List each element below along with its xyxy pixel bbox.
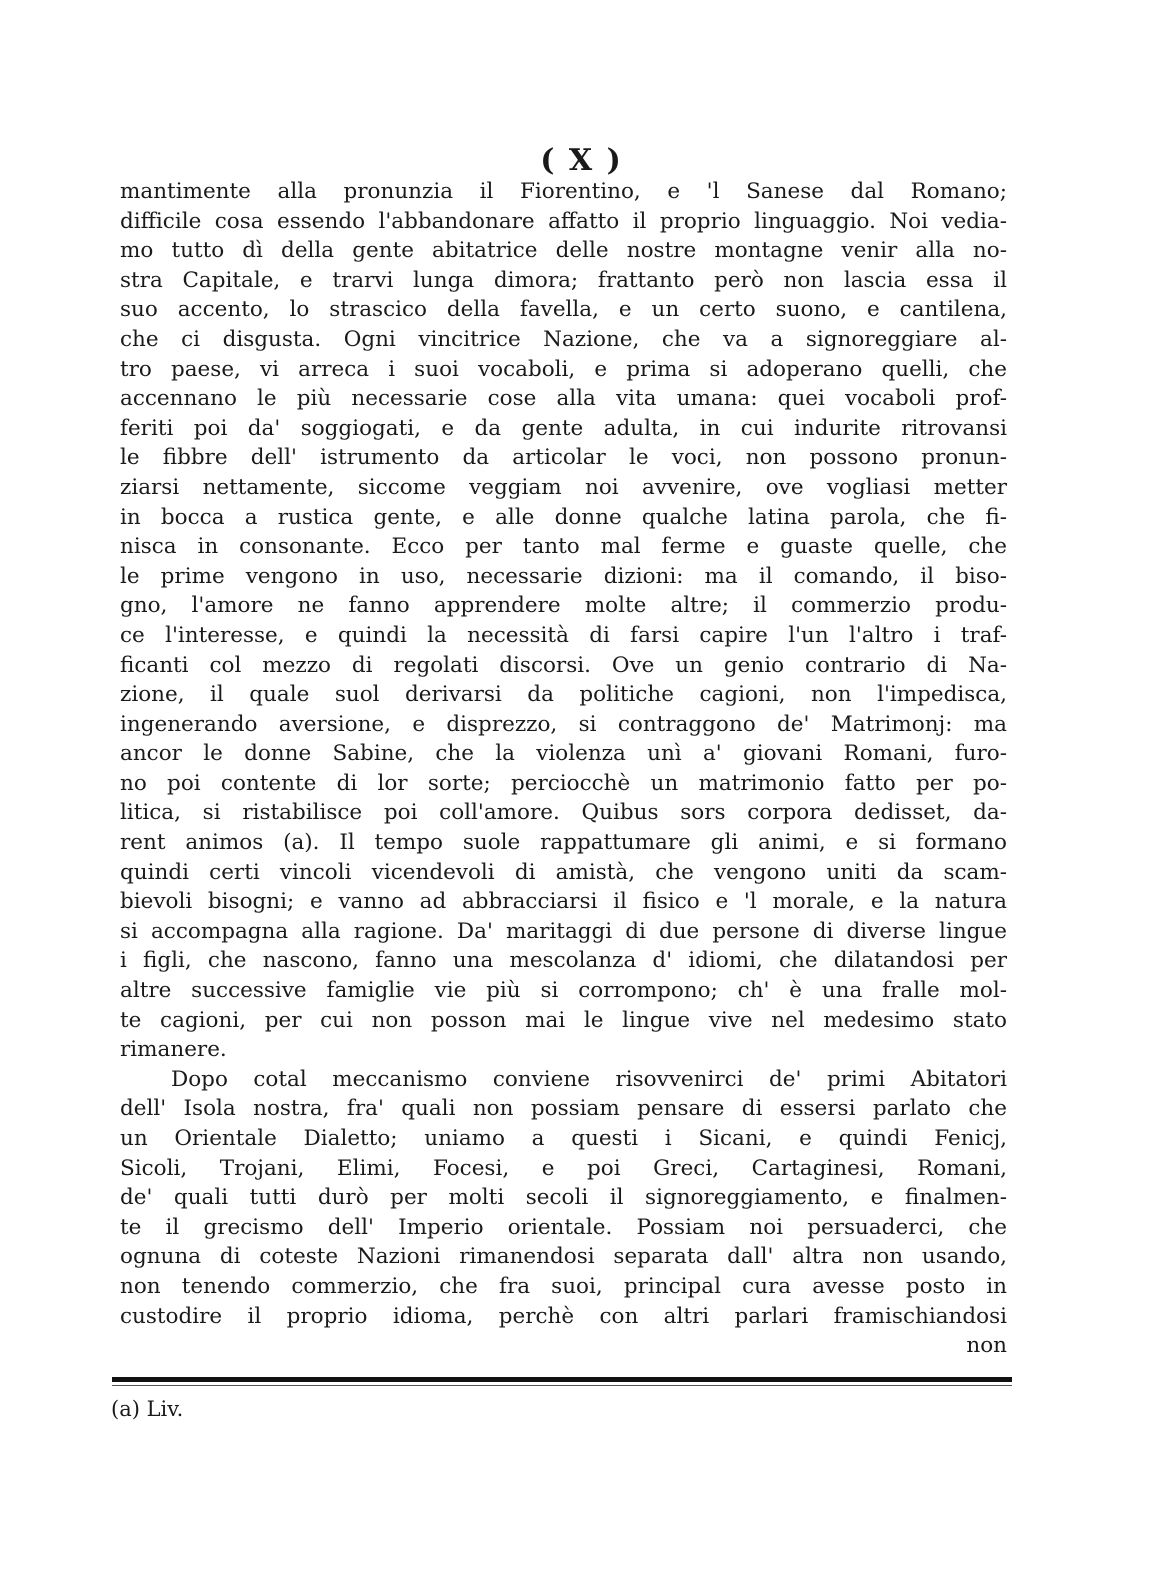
text-line: rimanere. [120,1037,227,1063]
text-line: accennano le più necessarie cose alla vita umana: quei vocaboli prof- [120,386,1007,412]
text-line: ancor le donne Sabine, che la violenza unì a' giovani Romani, furo- [120,741,1007,767]
text-line: in bocca a rustica gente, e alle donne qualche latina parola, che fi- [120,504,1007,530]
text-line: quindi certi vincoli vicendevoli di amistà, che vengono uniti da scam- [120,859,1007,885]
footnote-divider-thin [112,1385,1012,1386]
text-line: Dopo cotal meccanismo conviene risovvenirci de' primi Abitatori [171,1066,1007,1092]
text-line: tro paese, vi arreca i suoi vocaboli, e prima si adoperano quelli, che [120,356,1007,382]
catchword: non [966,1333,1007,1359]
text-line: suo accento, lo strascico della favella, e un certo suono, e cantilena, [120,297,1007,323]
text-line: nisca in consonante. Ecco per tanto mal ferme e guaste quelle, che [120,534,1007,560]
text-line: gno, l'amore ne fanno apprendere molte altre; il commerzio produ- [120,593,1007,619]
text-line: no poi contente di lor sorte; perciocchè un matrimonio fatto per po- [120,770,1007,796]
text-line: le prime vengono in uso, necessarie dizioni: ma il comando, il biso- [120,563,1007,589]
footnote-divider [112,1377,1012,1382]
text-line: le fibbre dell' istrumento da articolar le voci, non possono pronun- [120,445,1007,471]
page-number: ( X ) [540,143,623,178]
text-line: ce l'interesse, e quindi la necessità di farsi capire l'un l'altro i traf- [120,622,1007,648]
text-line: mantimente alla pronunzia il Fiorentino, e 'l Sanese dal Romano; [120,179,1007,204]
text-line: dell' Isola nostra, fra' quali non possiam pensare di essersi parlato che [120,1096,1007,1122]
text-line: ziarsi nettamente, siccome veggiam noi avvenire, ove vogliasi metter [120,474,1007,500]
text-line: si accompagna alla ragione. Da' maritaggi di due persone di diverse lingue [120,918,1007,944]
text-line: bievoli bisogni; e vanno ad abbracciarsi il fisico e 'l morale, e la natura [120,889,1007,915]
footnote: (a) Liv. [111,1397,184,1421]
text-line: ognuna di coteste Nazioni rimanendosi separata dall' altra non usando, [120,1244,1007,1270]
text-line: ingenerando aversione, e disprezzo, si contraggono de' Matrimonj: ma [120,711,1007,737]
text-line: feriti poi da' soggiogati, e da gente adulta, in cui indurite ritrovansi [120,415,1007,441]
text-line: che ci disgusta. Ogni vincitrice Nazione, che va a signoreggiare al- [120,326,1007,352]
text-line: rent animos (a). Il tempo suole rappattumare gli animi, e si formano [120,830,1007,856]
text-line: custodire il proprio idioma, perchè con altri parlari framischiandosi [120,1303,1007,1329]
body-text [120,177,1007,1361]
text-line: un Orientale Dialetto; uniamo a questi i Sicani, e quindi Fenicj, [120,1126,1007,1151]
text-line: te il grecismo dell' Imperio orientale. Possiam noi persuaderci, che [120,1214,1007,1240]
text-line: mo tutto dì della gente abitatrice delle nostre montagne venir alla no- [120,238,1007,264]
text-line: te cagioni, per cui non posson mai le lingue vive nel medesimo stato [120,1007,1007,1033]
text-line: i figli, che nascono, fanno una mescolanza d' idiomi, che dilatandosi per [120,948,1007,974]
text-line: Sicoli, Trojani, Elimi, Focesi, e poi Greci, Cartaginesi, Romani, [120,1155,1007,1181]
text-line: de' quali tutti durò per molti secoli il signoreggiamento, e finalmen- [120,1185,1007,1211]
text-line: litica, si ristabilisce poi coll'amore. Quibus sors corpora dedisset, da- [120,800,1007,826]
text-line: stra Capitale, e trarvi lunga dimora; frattanto però non lascia essa il [120,267,1007,293]
text-line: altre successive famiglie vie più si corrompono; ch' è una fralle mol- [120,978,1007,1004]
text-line: zione, il quale suol derivarsi da politiche cagioni, non l'impedisca, [120,682,1007,708]
text-line: ficanti col mezzo di regolati discorsi. Ove un genio contrario di Na- [120,652,1007,678]
text-line: non tenendo commerzio, che fra suoi, principal cura avesse posto in [120,1273,1007,1299]
text-line: difficile cosa essendo l'abbandonare affatto il proprio linguaggio. Noi vedia- [120,208,1007,234]
